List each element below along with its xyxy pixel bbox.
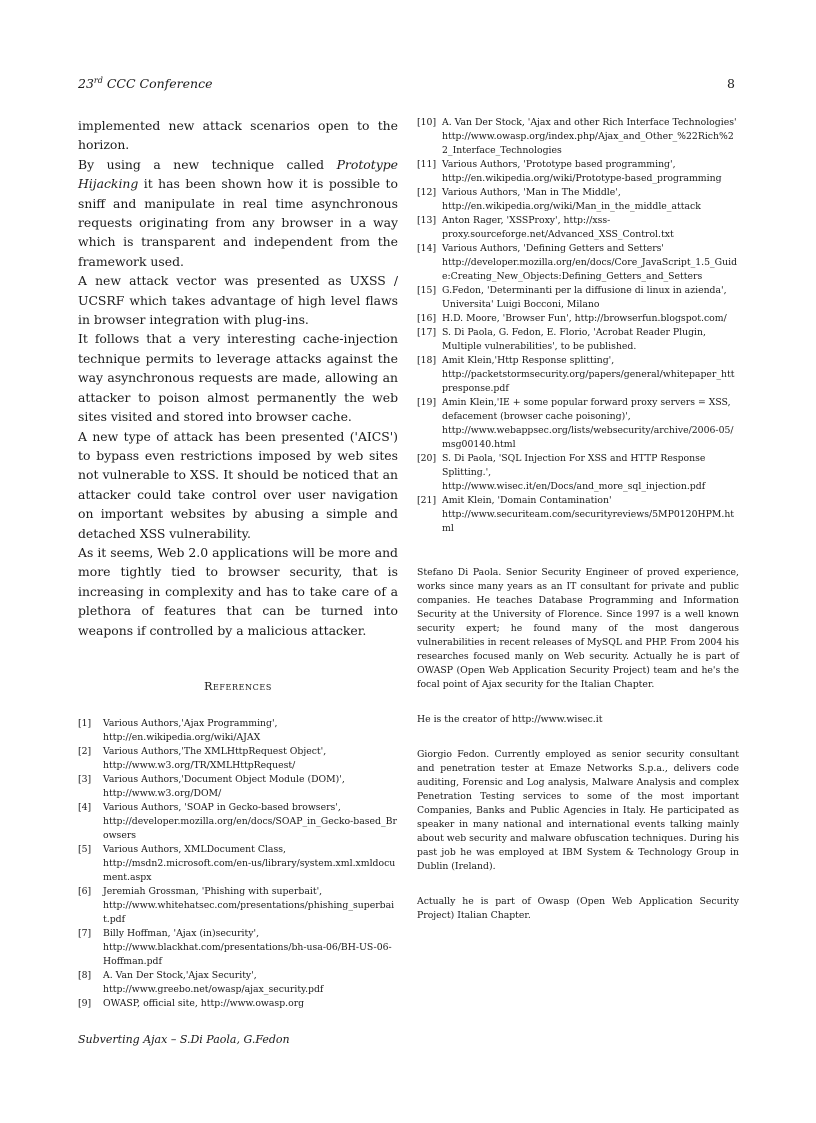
author-bio-paragraph: Actually he is part of Owasp (Open Web Application Security Project) Italian Chapter. — [417, 896, 739, 921]
reference-number: [4] — [78, 801, 92, 813]
reference-url-link[interactable]: http://www.blackhat.com/presentations/bh-usa-06/BH-US-06-Hoffman.pdf — [103, 941, 392, 967]
reference-item — [78, 801, 398, 843]
conference-number: 23 — [78, 76, 94, 92]
reference-number: [19] — [417, 397, 437, 408]
reference-number: [6] — [78, 885, 92, 897]
reference-text: Anton Rager, 'XSSProxy', http://xss-proxy.sourceforge.net/Advanced_XSS_Control.txt — [442, 215, 674, 240]
reference-url-link[interactable]: http://en.wikipedia.org/wiki/AJAX — [103, 731, 261, 743]
references-list-continued — [417, 116, 739, 536]
reference-item — [417, 214, 739, 242]
reference-number: [20] — [417, 453, 437, 464]
reference-url-link[interactable]: http://developer.mozilla.org/en/docs/SOAP_in_Gecko-based_Browsers — [103, 815, 397, 841]
running-header — [78, 76, 213, 91]
reference-text: H.D. Moore, 'Browser Fun', http://browserfun.blogspot.com/ — [442, 313, 727, 324]
reference-item — [417, 326, 739, 354]
reference-item — [417, 186, 739, 214]
author-bio-paragraph: Stefano Di Paola. Senior Security Engineer of proved experience, works since many years as an IT consultant for private and public companies. He teaches Database Programming and Information Security at the University of Florence. Since 1997 is a well known security expert; he found many of the most dangerous vulnerabilities in recent releases of MySQL and PHP. From 2004 his researches focused manly on Web security. Actually he is part of OWASP (Open Web Application Security Project) team and he's the focal point of Ajax security for the Italian Chapter. — [417, 567, 739, 690]
emphasized-term: Prototype Hijacking — [78, 156, 398, 192]
body-text: By using a new technique called — [78, 156, 337, 172]
reference-url-link[interactable]: http://en.wikipedia.org/wiki/Prototype-based_programming — [442, 173, 722, 184]
reference-item — [417, 312, 739, 326]
reference-number: [16] — [417, 313, 437, 324]
reference-text: Amin Klein,'IE + some popular forward proxy servers = XSS, defacement (browser cache poisoning)', — [442, 397, 731, 422]
body-paragraph: implemented new attack scenarios open to the horizon. — [78, 118, 398, 153]
reference-text: Various Authors, 'SOAP in Gecko-based browsers', — [103, 801, 341, 813]
reference-number: [8] — [78, 969, 92, 981]
reference-item — [78, 885, 398, 927]
reference-text: S. Di Paola, G. Fedon, E. Florio, 'Acrobat Reader Plugin, Multiple vulnerabilities', to be published. — [442, 327, 706, 352]
reference-text: Billy Hoffman, 'Ajax (in)security', — [103, 927, 260, 939]
references-heading: References — [204, 679, 272, 693]
body-text: it has been shown how it is possible to sniff and manipulate in real time asynchronous requests originating from any browser in a way which is transparent and independent from the framework used. — [78, 176, 398, 269]
conference-name: CCC Conference — [106, 76, 213, 92]
author-bio-paragraph: He is the creator of http://www.wisec.it — [417, 714, 603, 725]
running-footer: Subverting Ajax – S.Di Paola, G.Fedon — [78, 1033, 290, 1046]
reference-text: Various Authors,'Document Object Module (DOM)', — [103, 773, 345, 785]
reference-number: [12] — [417, 187, 437, 198]
reference-url-link[interactable]: http://www.wisec.it/en/Docs/and_more_sql_injection.pdf — [442, 481, 706, 492]
reference-text: Various Authors, 'Defining Getters and Setters' — [442, 243, 664, 254]
body-paragraph — [78, 155, 398, 271]
reference-text: Various Authors,'Ajax Programming', — [103, 717, 278, 729]
reference-number: [7] — [78, 927, 92, 939]
right-column — [417, 116, 739, 944]
reference-url-link[interactable]: http://www.webappsec.org/lists/websecurity/archive/2006-05/msg00140.html — [442, 425, 734, 450]
references-list — [78, 717, 398, 1011]
left-column — [78, 116, 398, 1011]
reference-item — [417, 158, 739, 186]
reference-url-link[interactable]: http://www.whitehatsec.com/presentations/phishing_superbait.pdf — [103, 899, 395, 925]
reference-item — [78, 745, 398, 773]
reference-number: [10] — [417, 117, 437, 128]
reference-item — [417, 116, 739, 158]
reference-item — [78, 927, 398, 969]
reference-text: Amit Klein, 'Domain Contamination' — [442, 495, 612, 506]
reference-url-link[interactable]: http://packetstormsecurity.org/papers/general/whitepaper_httpresponse.pdf — [442, 369, 735, 394]
reference-text: Various Authors,'The XMLHttpRequest Object', — [103, 745, 327, 757]
reference-url-link[interactable]: http://www.greebo.net/owasp/ajax_security.pdf — [103, 983, 324, 995]
reference-text: Amit Klein,'Http Response splitting', — [442, 355, 615, 366]
body-paragraph: It follows that a very interesting cache-injection technique permits to leverage attacks against the way asynchronous requests are made, allowing an attacker to poison almost permanently the web sites visited and stored into browser cache. — [78, 331, 398, 425]
reference-text: OWASP, official site, http://www.owasp.org — [103, 997, 305, 1009]
reference-number: [14] — [417, 243, 437, 254]
reference-number: [2] — [78, 745, 92, 757]
reference-item — [78, 843, 398, 885]
reference-number: [11] — [417, 159, 437, 170]
reference-url-link[interactable]: http://developer.mozilla.org/en/docs/Core_JavaScript_1.5_Guide:Creating_New_Objects:Defining_Getters_and_Setters — [442, 257, 738, 282]
reference-number: [21] — [417, 495, 437, 506]
reference-url-link[interactable]: http://www.owasp.org/index.php/Ajax_and_Other_%22Rich%22_Interface_Technologies — [442, 131, 734, 156]
author-bios — [417, 566, 739, 923]
reference-text: Various Authors, 'Prototype based programming', — [442, 159, 676, 170]
author-bio-paragraph: Giorgio Fedon. Currently employed as senior security consultant and penetration tester at Emaze Networks S.p.a., delivers code auditing, Forensic and Log analysis, Malware Analysis and complex Penetration Testing services to some of the most important Companies, Banks and Public Agencies in Italy. He participated as speaker in many national and international events talking mainly about web security and malware obfuscation techniques. During his past job he was employed at IBM System & Technology Group in Dublin (Ireland). — [417, 749, 739, 872]
reference-number: [15] — [417, 285, 437, 296]
reference-number: [1] — [78, 717, 92, 729]
reference-text: S. Di Paola, 'SQL Injection For XSS and HTTP Response Splitting.', — [442, 453, 706, 478]
reference-url-link[interactable]: http://msdn2.microsoft.com/en-us/library/system.xml.xmldocument.aspx — [103, 857, 396, 883]
reference-item — [417, 396, 739, 452]
reference-number: [18] — [417, 355, 437, 366]
reference-text: A. Van Der Stock, 'Ajax and other Rich Interface Technologies' — [442, 117, 737, 128]
body-paragraph: As it seems, Web 2.0 applications will be more and more tightly tied to browser security, that is increasing in complexity and has to take care of a plethora of features that can be turned into weapons if controlled by a malicious attacker. — [78, 544, 398, 638]
reference-item — [78, 717, 398, 745]
reference-url-link[interactable]: http://www.securiteam.com/securityreviews/5MP0120HPM.html — [442, 509, 735, 534]
reference-number: [3] — [78, 773, 92, 785]
reference-number: [13] — [417, 215, 437, 226]
reference-text: G.Fedon, 'Determinanti per la diffusione di linux in azienda', Universita' Luigi Bocconi, Milano — [442, 285, 727, 310]
body-paragraph: A new attack vector was presented as UXSS / UCSRF which takes advantage of high level flaws in browser integration with plug-ins. — [78, 273, 398, 328]
reference-url-link[interactable]: http://www.w3.org/DOM/ — [103, 787, 222, 799]
reference-item — [417, 494, 739, 536]
reference-text: Various Authors, 'Man in The Middle', — [442, 187, 621, 198]
reference-url-link[interactable]: http://www.w3.org/TR/XMLHttpRequest/ — [103, 759, 296, 771]
reference-text: Jeremiah Grossman, 'Phishing with superbait', — [103, 885, 323, 897]
reference-text: A. Van Der Stock,'Ajax Security', — [103, 969, 257, 981]
reference-url-link[interactable]: http://en.wikipedia.org/wiki/Man_in_the_middle_attack — [442, 201, 701, 212]
reference-text: Various Authors, XMLDocument Class, — [103, 843, 286, 855]
reference-item — [417, 354, 739, 396]
reference-item — [417, 242, 739, 284]
reference-item — [417, 284, 739, 312]
reference-number: [9] — [78, 997, 92, 1009]
reference-number: [17] — [417, 327, 437, 338]
reference-number: [5] — [78, 843, 92, 855]
page-number: 8 — [727, 76, 735, 91]
reference-item — [417, 452, 739, 494]
reference-item — [78, 969, 398, 997]
body-paragraph: A new type of attack has been presented ('AICS') to bypass even restrictions imposed by web sites not vulnerable to XSS. It should be noticed that an attacker could take control over user navigation on important websites by abusing a simple and detached XSS vulnerability. — [78, 428, 398, 541]
reference-item — [78, 997, 398, 1011]
reference-item — [78, 773, 398, 801]
conference-ordinal-suffix: rd — [93, 76, 103, 85]
